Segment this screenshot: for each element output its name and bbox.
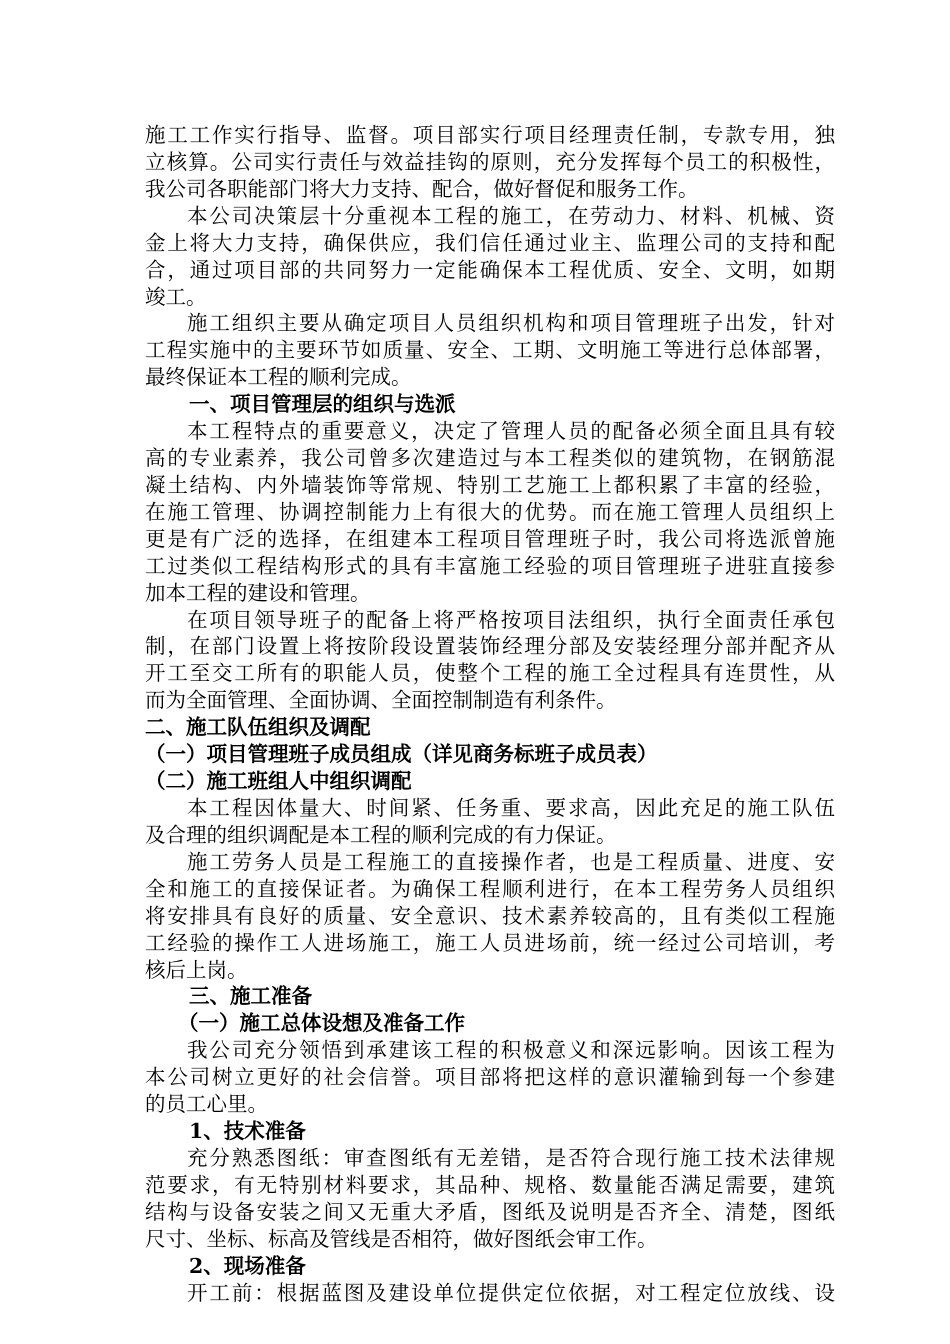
section-heading: 一、项目管理层的组织与选派 <box>189 392 456 417</box>
paragraph-line: 在施工管理、协调控制能力上有很大的优势。而在施工管理人员组织上 <box>145 499 835 524</box>
section-heading: （一）施工总体设想及准备工作 <box>178 1011 465 1036</box>
paragraph-line: 最终保证本工程的顺利完成。 <box>145 365 412 390</box>
paragraph-line: 本公司决策层十分重视本工程的施工，在劳动力、材料、机械、资 <box>187 203 835 228</box>
paragraph-line: 工经验的操作工人进场施工，施工人员进场前，统一经过公司培训，考 <box>145 930 835 955</box>
paragraph-line: 合，通过项目部的共同努力一定能确保本工程优质、安全、文明，如期 <box>145 257 835 282</box>
paragraph-line: 我公司充分领悟到承建该工程的积极意义和深远影响。因该工程为 <box>187 1038 835 1063</box>
paragraph-line: 本工程特点的重要意义，决定了管理人员的配备必须全面且具有较 <box>187 419 835 444</box>
paragraph-line: 全和施工的直接保证者。为确保工程顺利进行，在本工程劳务人员组织 <box>145 876 835 901</box>
paragraph-line: 金上将大力支持，确保供应，我们信任通过业主、监理公司的支持和配 <box>145 230 835 255</box>
paragraph-line: 更是有广泛的选择，在组建本工程项目管理班子时，我公司将选派曾施 <box>145 526 835 551</box>
section-heading: 1、技术准备 <box>189 1119 306 1144</box>
paragraph-line: 工过类似工程结构形式的具有丰富施工经验的项目管理班子进驻直接参 <box>145 553 835 578</box>
paragraph-line: 范要求，有无特别材料要求，其品种、规格、数量能否满足需要，建筑 <box>145 1172 835 1197</box>
paragraph-line: 尺寸、坐标、标高及管线是否相符，做好图纸会审工作。 <box>145 1226 658 1251</box>
paragraph-line: 本公司树立更好的社会信誉。项目部将把这样的意识灌输到每一个参建 <box>145 1065 835 1090</box>
paragraph-line: 制，在部门设置上将按阶段设置装饰经理分部及安装经理分部并配齐从 <box>145 634 835 659</box>
paragraph-line: 本工程因体量大、时间紧、任务重、要求高，因此充足的施工队伍 <box>187 796 835 820</box>
section-heading: （二）施工班组人中组织调配 <box>145 769 412 794</box>
section-heading: 三、施工准备 <box>189 984 312 1009</box>
paragraph-line: 施工劳务人员是工程施工的直接操作者，也是工程质量、进度、安 <box>187 849 835 874</box>
paragraph-line: 工程实施中的主要环节如质量、安全、工期、文明施工等进行总体部署， <box>145 338 835 363</box>
paragraph-line: 在项目领导班子的配备上将严格按项目法组织，执行全面责任承包 <box>187 607 835 632</box>
section-heading: 2、现场准备 <box>189 1253 306 1278</box>
paragraph-line: 将安排具有良好的质量、安全意识、技术素养较高的，且有类似工程施 <box>145 903 835 928</box>
paragraph-line: 施工组织主要从确定项目人员组织机构和项目管理班子出发，针对 <box>187 311 835 336</box>
section-heading: 二、施工队伍组织及调配 <box>145 715 371 740</box>
paragraph-line: 高的专业素养，我公司曾多次建造过与本工程类似的建筑物，在钢筋混 <box>145 446 835 471</box>
paragraph-line: 核后上岗。 <box>145 957 248 982</box>
paragraph-line: 施工工作实行指导、监督。项目部实行项目经理责任制，专款专用，独 <box>145 123 835 147</box>
paragraph-line: 结构与设备安装之间又无重大矛盾，图纸及说明是否齐全、清楚，图纸 <box>145 1199 835 1224</box>
paragraph-line: 充分熟悉图纸：审查图纸有无差错，是否符合现行施工技术法律规 <box>187 1145 835 1170</box>
paragraph-line: 的员工心里。 <box>145 1092 268 1117</box>
paragraph-line: 开工至交工所有的职能人员，使整个工程的施工全过程具有连贯性，从 <box>145 661 835 686</box>
paragraph-line: 开工前：根据蓝图及建设单位提供定位依据，对工程定位放线、设 <box>187 1280 835 1305</box>
paragraph-line: 及合理的组织调配是本工程的顺利完成的有力保证。 <box>145 822 617 847</box>
paragraph-line: 竣工。 <box>145 284 207 309</box>
section-heading: （一）项目管理班子成员组成（详见商务标班子成员表） <box>145 742 658 767</box>
paragraph-line: 而为全面管理、全面协调、全面控制制造有利条件。 <box>145 688 617 713</box>
paragraph-line: 凝土结构、内外墙装饰等常规、特别工艺施工上都积累了丰富的经验， <box>145 472 835 497</box>
paragraph-line: 立核算。公司实行责任与效益挂钩的原则，充分发挥每个员工的积极性， <box>145 149 835 174</box>
paragraph-line: 我公司各职能部门将大力支持、配合，做好督促和服务工作。 <box>145 176 699 201</box>
paragraph-line: 加本工程的建设和管理。 <box>145 580 371 605</box>
